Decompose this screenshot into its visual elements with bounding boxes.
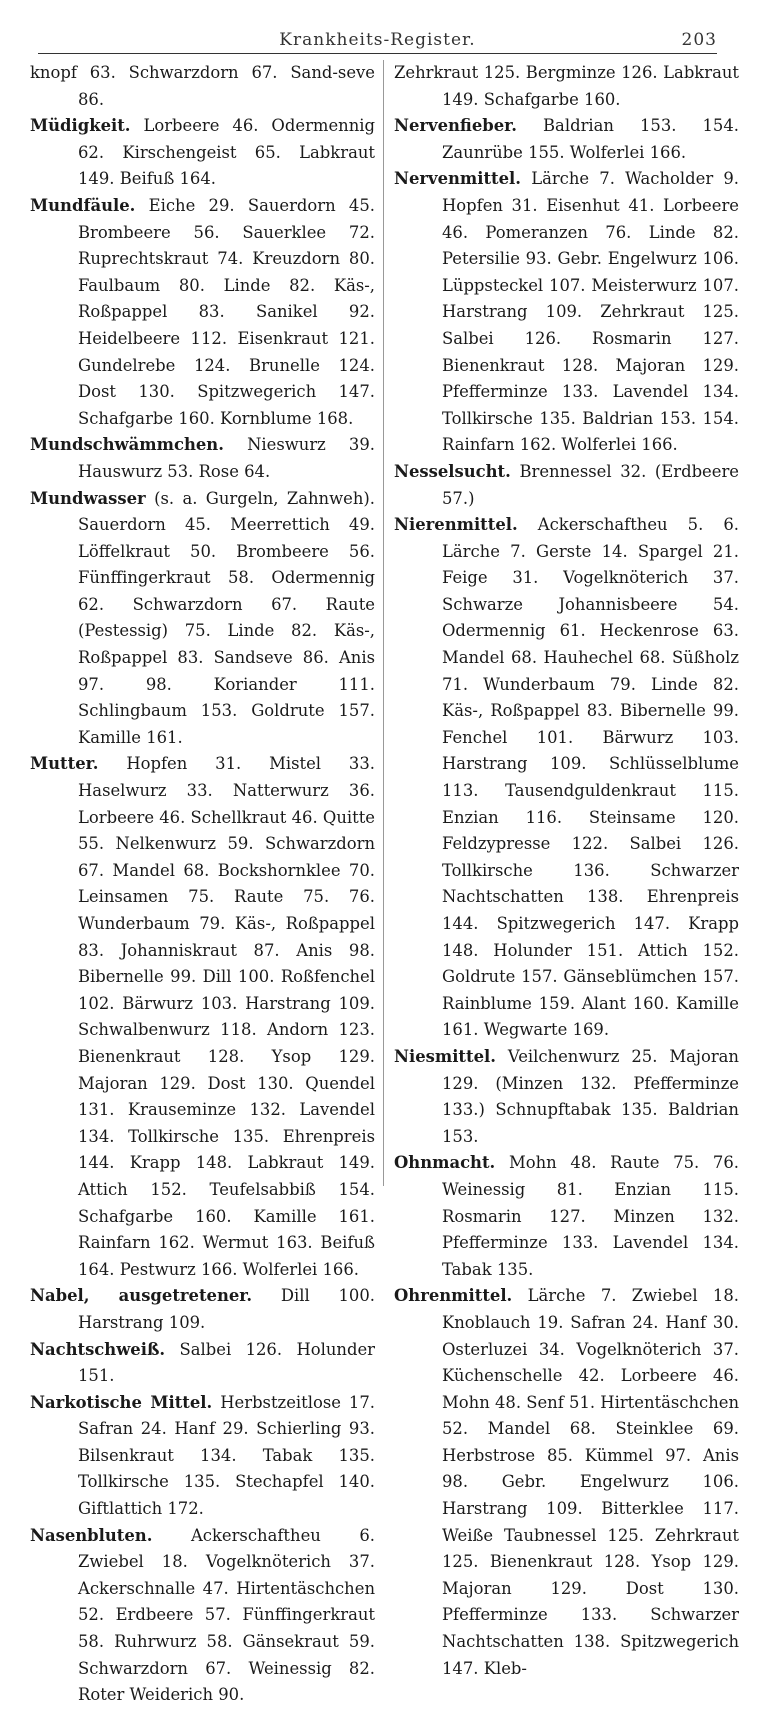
index-entry bbox=[30, 1337, 375, 1390]
entry-heading: Nesselsucht. bbox=[394, 461, 511, 481]
index-entry bbox=[30, 113, 375, 193]
entry-heading: Narkotische Mittel. bbox=[30, 1392, 213, 1412]
entry-text: Nieswurz 39. Hauswurz 53. Rose 64. bbox=[78, 435, 375, 481]
running-header bbox=[38, 20, 717, 54]
index-entry bbox=[30, 1523, 375, 1709]
entry-heading: Nasenbluten. bbox=[30, 1525, 153, 1545]
index-entry bbox=[394, 1283, 739, 1682]
index-entry bbox=[30, 432, 375, 485]
index-entry bbox=[30, 486, 375, 752]
entry-text: Dill 100. Harstrang 109. bbox=[78, 1286, 375, 1332]
entry-heading: Nachtschweiß. bbox=[30, 1339, 166, 1359]
entry-text: Lärche 7. Zwiebel 18. Knoblauch 19. Safran 24. Hanf 30. Osterluzei 34. Vogelknöterich 37. Küchenschelle 42. Lorbeere 46. Mohn 48. Senf 51. Hirtentäschchen 52. Mandel 68. Steinklee 69. Herbstrose 85. Kümmel 97. Anis 98. Gebr. Engelwurz 106. Harstrang 109. Bitterklee 117. Weiße Taubnessel 125. Zehrkraut 125. Bienenkraut 128. Ysop 129. Majoran 129. Dost 130. Pfefferminze 133. Schwarzer Nachtschatten 138. Spitzwegerich 147. Kleb- bbox=[442, 1286, 740, 1678]
entry-heading: Nervenfieber. bbox=[394, 116, 517, 136]
index-entry bbox=[394, 1150, 739, 1283]
entry-text: Lärche 7. Wacholder 9. Hopfen 31. Eisenhut 41. Lorbeere 46. Pomeranzen 76. Linde 82. Petersilie 93. Gebr. Engelwurz 106. Lüppsteckel 107. Meisterwurz 107. Harstrang 109. Zehrkraut 125. Salbei 126. Rosmarin 127. Bienenkraut 128. Majoran 129. Pfefferminze 133. Lavendel 134. Tollkirsche 135. Baldrian 153. 154. Rainfarn 162. Wolferlei 166. bbox=[442, 169, 739, 455]
entry-heading: Niesmittel. bbox=[394, 1046, 496, 1066]
entry-text: Baldrian 153. 154. Zaunrübe 155. Wolferlei 166. bbox=[442, 116, 739, 162]
left-column bbox=[30, 60, 383, 1705]
entry-text: Salbei 126. Holunder 151. bbox=[78, 1339, 375, 1386]
entry-heading: Ohrenmittel. bbox=[394, 1286, 513, 1306]
index-entry bbox=[30, 60, 375, 113]
entry-text: Lorbeere 46. Odermennig 62. Kirschengeist 65. Labkraut 149. Beifuß 164. bbox=[78, 116, 375, 189]
entry-text: Ackerschafthеu 6. Zwiebel 18. Vogelknöterich 37. Ackerschnalle 47. Hirtentäschchen 52. Erdbeere 57. Fünffingerkraut 58. Ruhrwurz 58. Gänsekraut 59. Schwarzdorn 67. Weinessig 82. Roter Weiderich 90. bbox=[78, 1525, 375, 1705]
entry-heading: Nierenmittel. bbox=[394, 515, 518, 535]
index-entry bbox=[394, 166, 739, 459]
index-entry bbox=[394, 60, 739, 113]
two-column-body bbox=[30, 60, 740, 1705]
index-entry bbox=[394, 113, 739, 166]
index-entry bbox=[30, 1283, 375, 1336]
entry-text: Mohn 48. Raute 75. 76. Weinessig 81. Enzian 115. Rosmarin 127. Minzen 132. Pfefferminze 133. Lavendel 134. Tabak 135. bbox=[442, 1153, 740, 1279]
entry-heading: Mundfäule. bbox=[30, 195, 136, 215]
right-column bbox=[383, 60, 740, 1678]
entry-text: Veilchenwurz 25. Majoran 129. (Minzen 132. Pfefferminze 133.) Schnupftabak 135. Baldrian 153. bbox=[442, 1046, 739, 1146]
entry-text: Herbstzeitlose 17. Safran 24. Hanf 29. Schierling 93. Bilsenkraut 134. Tabak 135. Tollkirsche 135. Stechapfel 140. Giftlattich 172. bbox=[78, 1392, 375, 1519]
entry-heading: Mundschwämmchen. bbox=[30, 435, 224, 455]
entry-text: (s. a. Gurgeln, Zahnweh). Sauerdorn 45. Meerrettich 49. Löffelkraut 50. Brombeere 56. Fünffingerkraut 58. Odermennig 62. Schwarzdorn 67. Raute (Pestessig) 75. Linde 82. Käs-, Roßpappel 83. Sandseve 86. Anis 97. 98. Koriander 111. Schlingbaum 153. Goldrute 157. Kamille 161. bbox=[78, 488, 375, 747]
index-entry bbox=[394, 459, 739, 512]
index-entry bbox=[394, 512, 739, 1044]
running-title: Krankheits-Register. bbox=[279, 30, 476, 50]
entry-heading: Nervenmittel. bbox=[394, 169, 521, 189]
index-entry bbox=[30, 1390, 375, 1523]
index-entry bbox=[30, 193, 375, 432]
index-entry bbox=[394, 1044, 739, 1150]
entry-heading: Mundwasser bbox=[30, 488, 146, 508]
entry-text: Hopfen 31. Mistel 33. Haselwurz 33. Natterwurz 36. Lorbeere 46. Schellkraut 46. Quitte 55. Nelkenwurz 59. Schwarzdorn 67. Mandel 68. Bockshornklee 70. Leinsamen 75. Raute 75. 76. Wunderbaum 79. Käs-, Roßpappel 83. Johanniskraut 87. Anis 98. Bibernelle 99. Dill 100. Roßfenchel 102. Bärwurz 103. Harstrang 109. Schwalbenwurz 118. Andorn 123. Bienenkraut 128. Ysop 129. Majoran 129. Dost 130. Quendel 131. Krauseminze 132. Lavendel 134. Tollkirsche 135. Ehrenpreis 144. Krapp 148. Labkraut 149. Attich 152. Teufelsabbiß 154. Schafgarbe 160. Kamille 161. Rainfarn 162. Wermut 163. Beifuß 164. Pestwurz 166. Wolferlei 166. bbox=[78, 754, 375, 1279]
entry-heading: Müdigkeit. bbox=[30, 116, 131, 136]
entry-heading: Ohnmacht. bbox=[394, 1153, 496, 1173]
entry-text: Eiche 29. Sauerdorn 45. Brombeere 56. Sauerklee 72. Ruprechtskraut 74. Kreuzdorn 80. Faulbaum 80. Linde 82. Käs-, Roßpappel 83. Sanikel 92. Heidelbeere 112. Eisenkraut 121. Gundelrebe 124. Brunelle 124. Dost 130. Spitzwegerich 147. Schafgarbe 160. Kornblume 168. bbox=[78, 195, 375, 428]
entry-text: Ackerschafthеu 5. 6. Lärche 7. Gerste 14. Spargel 21. Feige 31. Vogelknöterich 37. Schwarze Johannisbeere 54. Odermennig 61. Heckenrose 63. Mandel 68. Hauhechel 68. Süßholz 71. Wunderbaum 79. Linde 82. Käs-, Roßpappel 83. Bibernelle 99. Fenchel 101. Bärwurz 103. Harstrang 109. Schlüsselblume 113. Tausendguldenkraut 115. Enzian 116. Steinsame 120. Feldzypresse 122. Salbei 126. Tollkirsche 136. Schwarzer Nachtschatten 138. Ehrenpreis 144. Spitzwegerich 147. Krapp 148. Holunder 151. Attich 152. Goldrute 157. Gänseblümchen 157. Rainblume 159. Alant 160. Kamille 161. Wegwarte 169. bbox=[442, 515, 739, 1040]
entry-text: knopf 63. Schwarzdorn 67. Sand-seve 86. bbox=[30, 63, 375, 109]
page-number: 203 bbox=[681, 30, 717, 50]
entry-text: Brennessel 32. (Erdbeere 57.) bbox=[442, 461, 739, 508]
entry-heading: Nabel, ausgetretener. bbox=[30, 1286, 253, 1306]
index-entry bbox=[30, 751, 375, 1283]
entry-text: Zehrkraut 125. Bergminze 126. Labkraut 149. Schafgarbe 160. bbox=[394, 63, 739, 109]
entry-heading: Mutter. bbox=[30, 754, 99, 774]
